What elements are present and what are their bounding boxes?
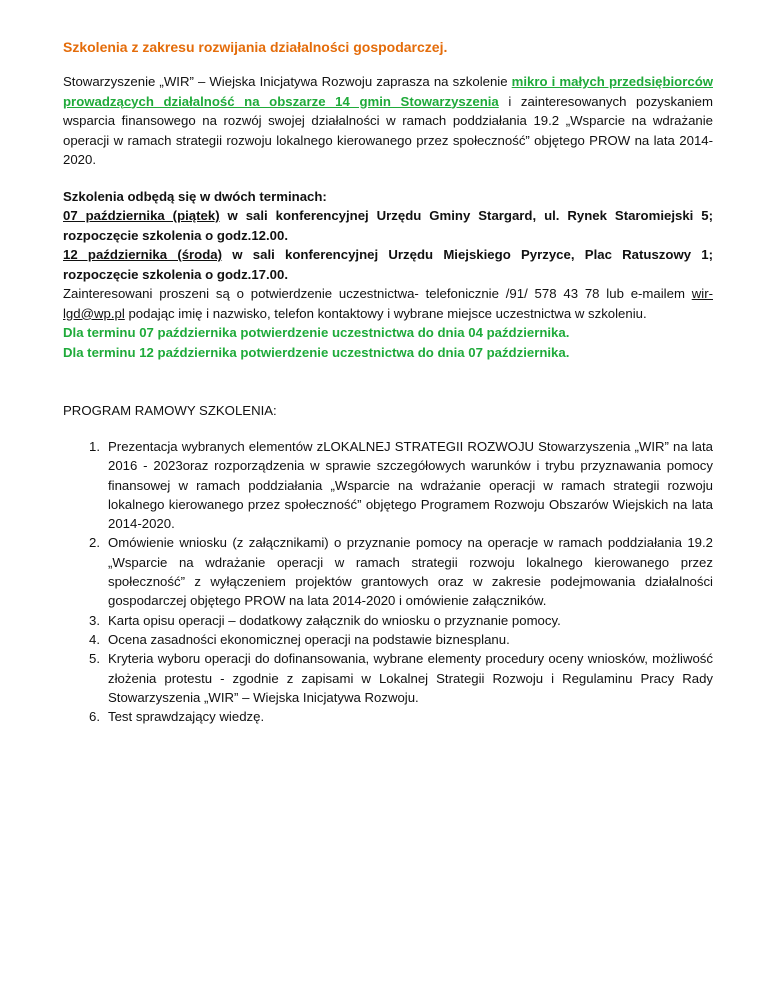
confirmation-text-1: Zainteresowani proszeni są o potwierdzenie uczestnictwa- telefonicznie /91/ 578 43 78 lub e-mailem xyxy=(63,286,692,301)
intro-text-2: i zainteresowanych pozyskaniem wsparcia finansowego na rozwój swojej działalności w ramach poddziałania 19.2 „Wsparcie na wdrażanie operacji w ramach strategii rozwoju lokalnego kierowanego przez społeczność” objętego PROW na lata 2014-2020. xyxy=(63,93,713,167)
program-item-text: Test sprawdzający wiedzę. xyxy=(108,709,265,725)
program-item-number: 5. xyxy=(89,651,100,667)
program-item-number: 2. xyxy=(89,535,100,551)
terms-heading: Szkolenia odbędą się w dwóch terminach: xyxy=(63,188,327,204)
deadline-2: Dla terminu 12 października potwierdzenie uczestnictwa do dnia 07 października. xyxy=(63,344,570,360)
term-2-details: w sali konferencyjnej Urzędu Miejskiego Pyrzyce, Plac Ratuszowy 1; rozpoczęcie szkolenia o godz.17.00. xyxy=(63,247,714,282)
intro-paragraph xyxy=(63,72,713,170)
program-item-text: Ocena zasadności ekonomicznej operacji na podstawie biznesplanu. xyxy=(108,631,510,647)
program-item-number: 6. xyxy=(89,709,100,725)
term-1-details: w sali konferencyjnej Urzędu Gminy Stargard, ul. Rynek Staromiejski 5; rozpoczęcie szkolenia o godz.12.00. xyxy=(63,208,713,243)
program-item xyxy=(63,707,713,726)
term-2 xyxy=(63,245,713,284)
program-item xyxy=(63,630,713,649)
program-item-text: Omówienie wniosku (z załącznikami) o przyznanie pomocy na operacje w ramach poddziałania 19.2 „Wsparcie na wdrażanie operacji w ramach strategii rozwoju lokalnego kierowanego przez społeczność” z wyłączeniem projektów grantowych oraz w zakresie podejmowania działalności gospodarczej objętego PROW na lata 2014-2020 i omówienie załączników. xyxy=(108,535,713,609)
term-2-date: 12 października (środa) xyxy=(63,247,223,262)
spacer xyxy=(63,362,713,401)
intro-text-1: Stowarzyszenie „WIR” – Wiejska Inicjatywa Rozwoju zaprasza na szkolenie xyxy=(63,74,512,89)
program-item xyxy=(63,611,713,630)
program-heading: PROGRAM RAMOWY SZKOLENIA: xyxy=(63,403,277,418)
program-item-text: Karta opisu operacji – dodatkowy załącznik do wniosku o przyznanie pomocy. xyxy=(108,612,561,628)
email-link[interactable]: wir-lgd@wp.pl xyxy=(63,286,713,321)
document-title: Szkolenia z zakresu rozwijania działalności gospodarczej. xyxy=(63,39,448,55)
program-list xyxy=(63,437,713,726)
deadline-1: Dla terminu 07 października potwierdzenie uczestnictwa do dnia 04 października. xyxy=(63,325,570,340)
term-1 xyxy=(63,206,713,245)
program-item-number: 1. xyxy=(89,439,100,454)
term-1-date: 07 października (piątek) xyxy=(63,208,220,223)
program-item xyxy=(63,533,713,610)
program-item xyxy=(63,649,713,707)
target-group-highlight: mikro i małych przedsiębiorców prowadzących działalność na obszarze 14 gmin Stowarzyszenia xyxy=(63,74,714,109)
program-item-number: 4. xyxy=(89,631,100,647)
program-item-number: 3. xyxy=(89,612,100,628)
document-page xyxy=(63,38,713,726)
program-item xyxy=(63,437,713,533)
program-item-text: Prezentacja wybranych elementów zLOKALNEJ STRATEGII ROZWOJU Stowarzyszenia „WIR” na lata 2016 - 2023oraz rozporządzenia w sprawie szczegółowych warunków i trybu przyznawania pomocy finansowej w ramach poddziałania „Wsparcie na wdrażanie operacji w ramach strategii rozwoju lokalnego kierowanego przez społeczność” objętego Programem Rozwoju Obszarów Wiejskich na lata 2014-2020. xyxy=(108,439,713,532)
confirmation-text-2: podając imię i nazwisko, telefon kontaktowy i wybrane miejsce uczestnictwa w szkoleniu. xyxy=(124,305,647,321)
confirmation-paragraph xyxy=(63,284,713,323)
program-item-text: Kryteria wyboru operacji do dofinansowania, wybrane elementy procedury oceny wniosków, możliwość złożenia protestu - zgodnie z zapisami w Lokalnej Strategii Rozwoju i Regulaminu Pracy Rady Stowarzyszenia „WIR” – Wiejska Inicjatywa Rozwoju. xyxy=(108,651,713,705)
